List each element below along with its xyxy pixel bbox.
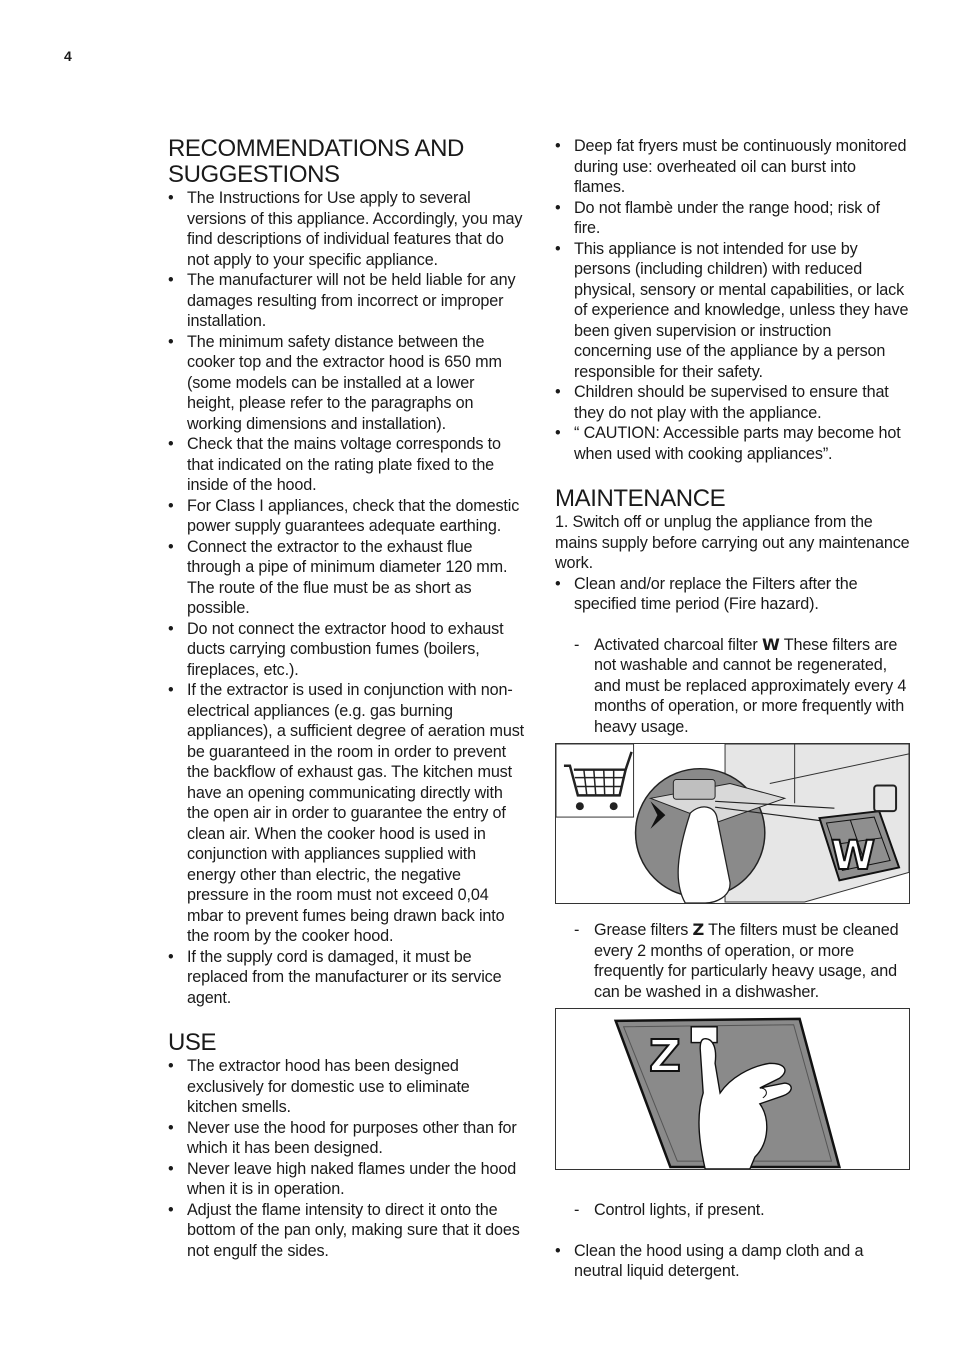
list-item: • Connect the extractor to the exhaust flue through a pipe of minimum diameter 120 mm. The route of the flue must be as short as possible. [168,537,524,619]
list-item: • The Instructions for Use apply to several versions of this appliance. Accordingly, you may find descriptions of individual features that do not apply to your specific appliance. [168,188,524,270]
charcoal-filter-drawing [556,744,909,903]
grease-filter-list [555,920,910,1002]
list-item: • Do not flambè under the range hood; risk of fire. [555,198,910,239]
list-item: • This appliance is not intended for use by persons (including children) with reduced physical, sensory or mental capabilities, or lack of experience and knowledge, unless they have been given supervision or instruction concerning use of the appliance by a person responsible for their safety. [555,239,910,383]
grease-letter: Z [692,920,705,939]
charcoal-filter-list [555,635,910,738]
list-item: • The minimum safety distance between the cooker top and the extractor hood is 650 mm (some models can be installed at a lower height, please refer to the paragraphs on working dimensions and installation). [168,332,524,435]
charcoal-filter-item [574,635,910,738]
grease-prefix: Grease filters [594,921,693,939]
use-title: USE [168,1029,217,1056]
page-number: 4 [64,48,72,64]
use-list [168,1056,524,1261]
list-item: • Clean the hood using a damp cloth and a neutral liquid detergent. [555,1241,910,1282]
recommendations-list [168,188,524,1008]
right-column [555,136,910,1282]
list-item: • Deep fat fryers must be continuously monitored during use: overheated oil can burst into flames. [555,136,910,198]
charcoal-filter-illustration [555,743,910,904]
control-lights-item: - Control lights, if present. [574,1200,910,1221]
list-item: • Never use the hood for purposes other than for which it has been designed. [168,1118,524,1159]
list-item: • If the supply cord is damaged, it must be replaced from the manufacturer or its service agent. [168,947,524,1009]
filter-z-label: Z [649,1031,681,1082]
recommendations-title: RECOMMENDATIONS AND SUGGESTIONS [168,135,464,188]
grease-filter-drawing [556,1009,909,1169]
list-item: • The manufacturer will not be held liable for any damages resulting from incorrect or improper installation. [168,270,524,332]
list-item: • “ CAUTION: Accessible parts may become hot when used with cooking appliances”. [555,423,910,464]
list-item: • The extractor hood has been designed exclusively for domestic use to eliminate kitchen smells. [168,1056,524,1118]
maintenance-title: MAINTENANCE [555,485,726,512]
list-item: • If the extractor is used in conjunction with non-electrical appliances (e.g. gas burning appliances), a sufficient degree of aeration must be guaranteed in the room in order to prevent the backflow of exhaust gas. The kitchen must have an opening communicating directly with the open air in order to guarantee the entry of clean air. When the cooker hood is used in conjunction with appliances supplied with energy other than electric, the negative pressure in the room must not exceed 0,04 mbar to prevent fumes being drawn back into the room by the cooker hood. [168,680,524,947]
grease-text: The filters must be cleaned every 2 months of operation, or more frequently for particularly heavy usage, and can be washed in a dishwasher. [594,921,899,1001]
grease-filter-item [574,920,910,1002]
control-lights-list [555,1200,910,1221]
list-item: • Clean and/or replace the Filters after the specified time period (Fire hazard). [555,574,910,615]
maintenance-intro: 1. Switch off or unplug the appliance from the mains supply before carrying out any maintenance work. [555,513,910,572]
charcoal-prefix: Activated charcoal filter [594,635,762,654]
left-column [168,136,524,1261]
grease-filter-illustration [555,1008,910,1170]
list-item: • Check that the mains voltage corresponds to that indicated on the rating plate fixed to the inside of the hood. [168,434,524,496]
safety-list [555,136,910,464]
list-item: • For Class I appliances, check that the domestic power supply guarantees adequate earthing. [168,496,524,537]
cleaning-list [555,1241,910,1282]
filter-w-label: W [831,833,876,879]
list-item: • Do not connect the extractor hood to exhaust ducts carrying combustion fumes (boilers, fireplaces, etc.). [168,619,524,681]
list-item: • Adjust the flame intensity to direct it onto the bottom of the pan only, making sure that it does not engulf the sides. [168,1200,524,1262]
list-item: • Never leave high naked flames under the hood when it is in operation. [168,1159,524,1200]
list-item: • Children should be supervised to ensure that they do not play with the appliance. [555,382,910,423]
charcoal-letter: W [761,634,780,654]
charcoal-text: These filters are not washable and cannot be regenerated, and must be replaced approximately every 4 months of operation, or more frequently with heavy usage. [594,635,907,736]
filters-list [555,574,910,615]
